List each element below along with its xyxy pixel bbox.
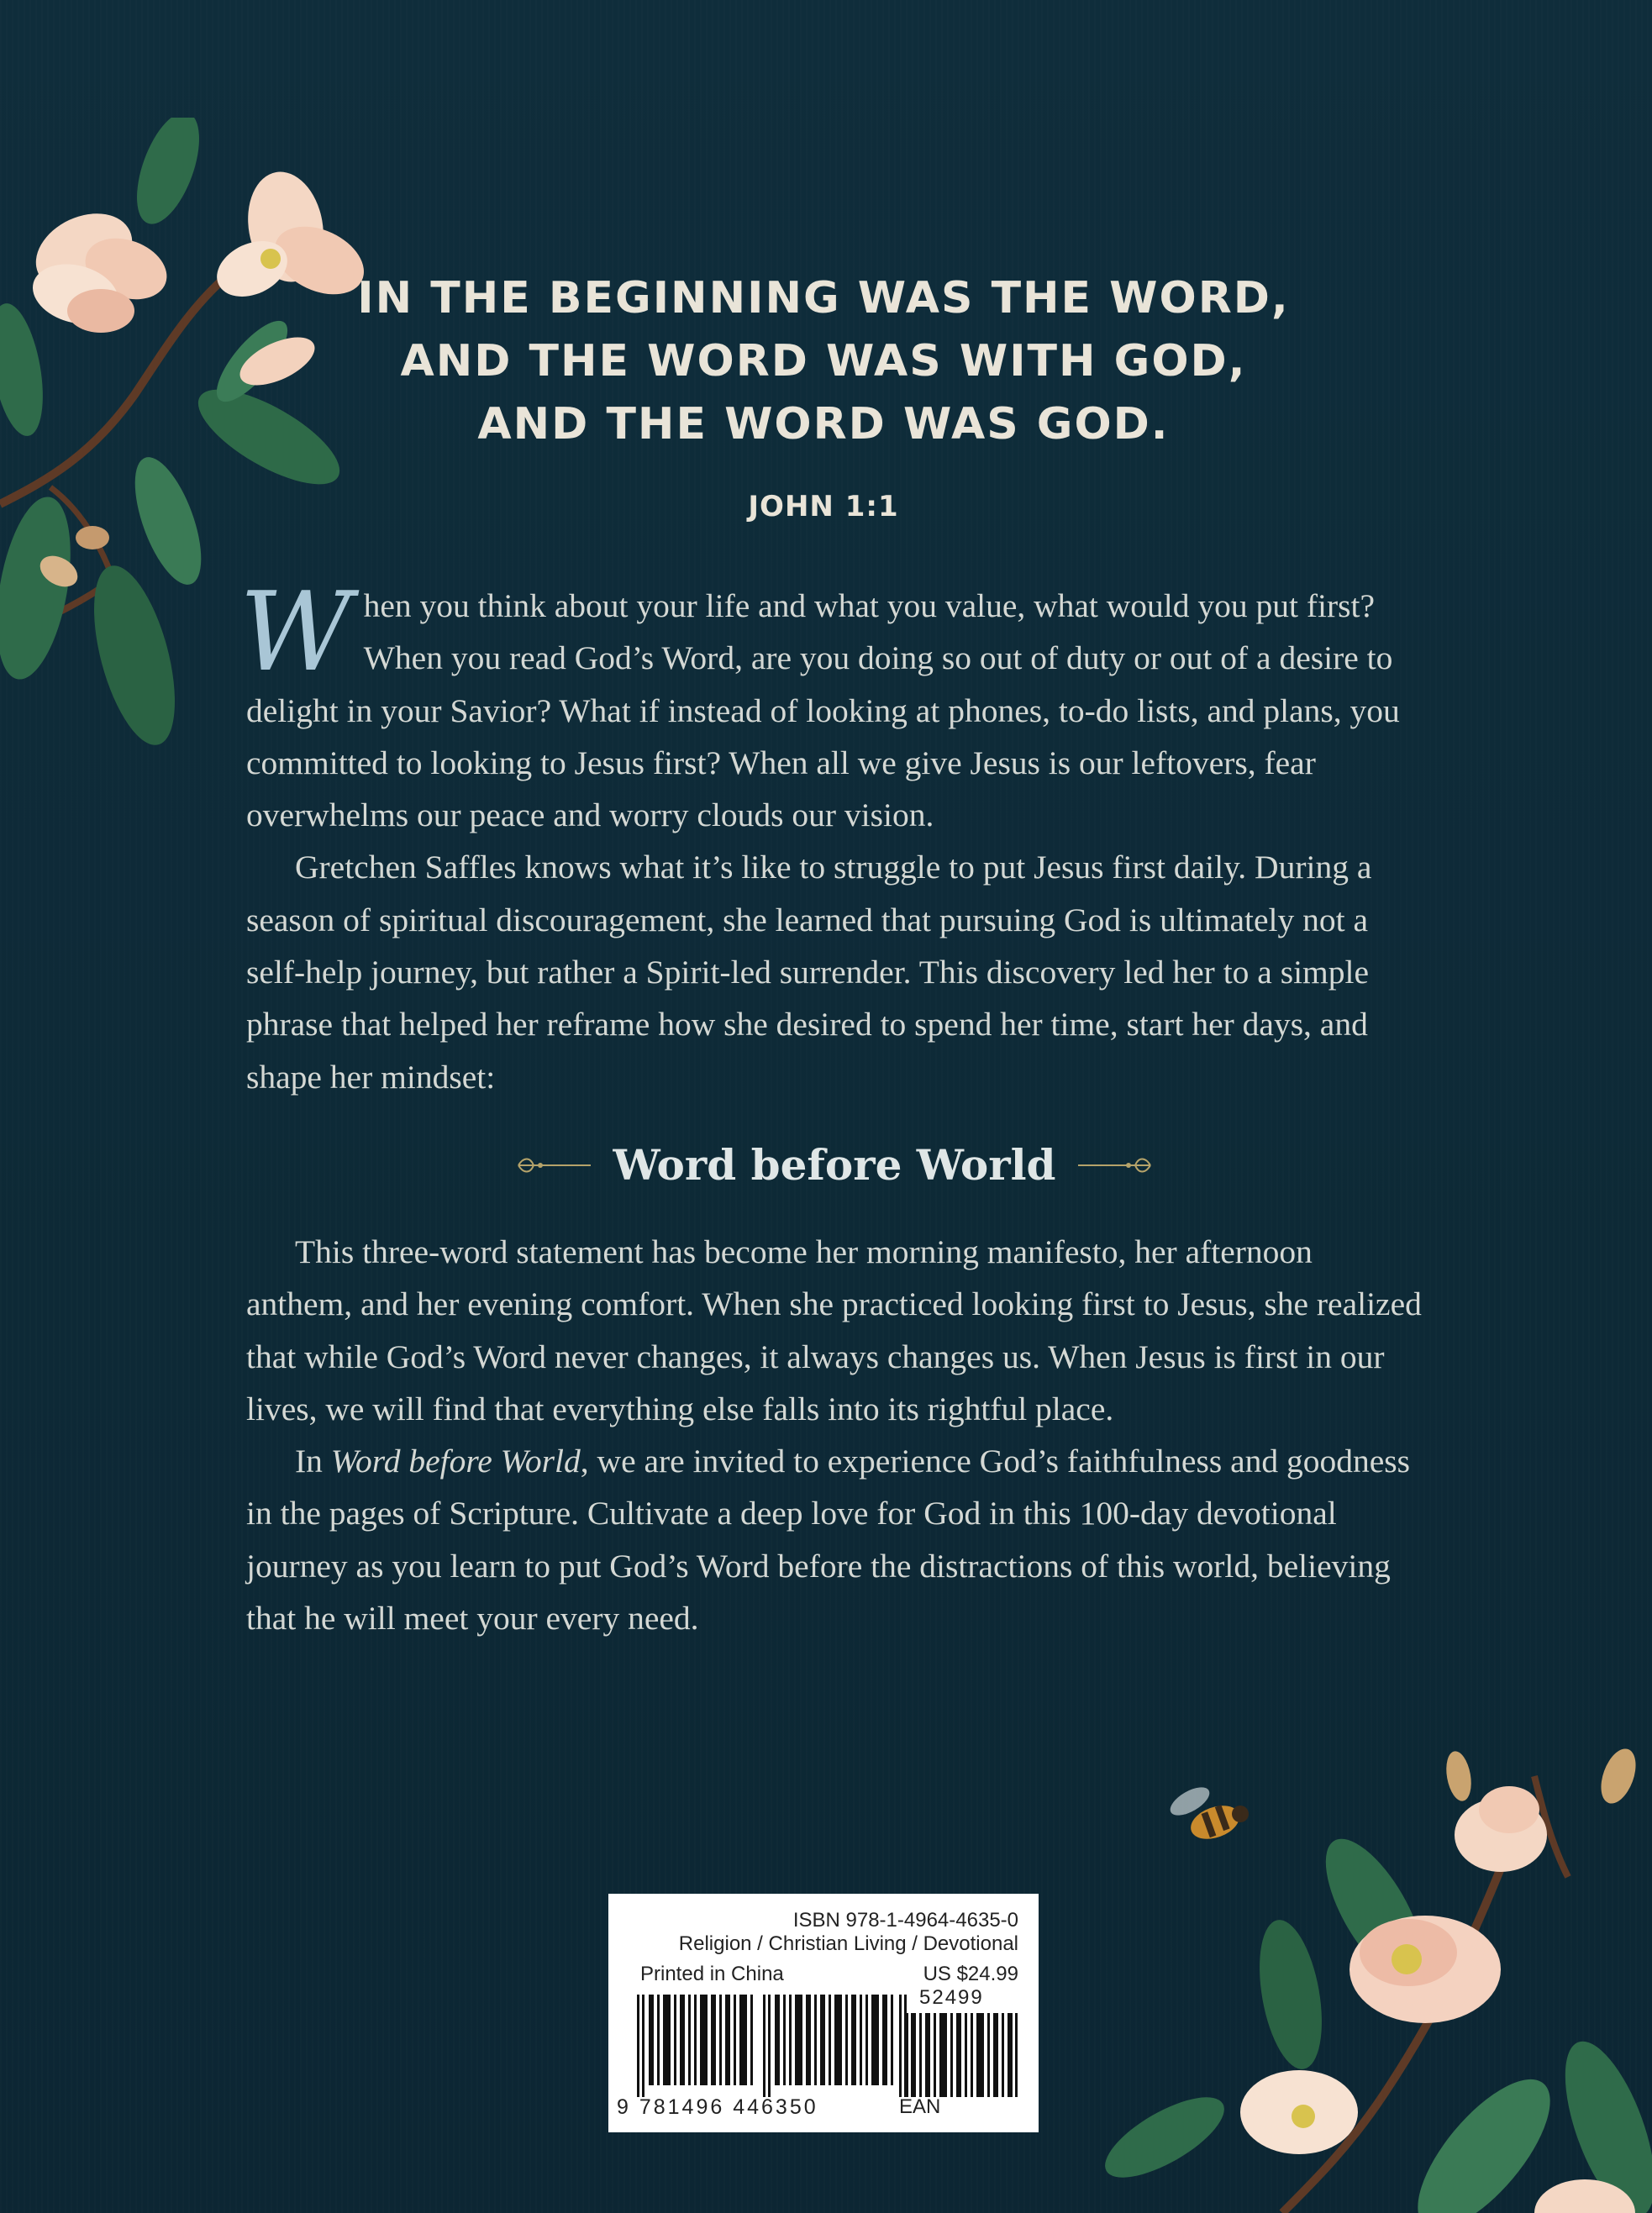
book-category: Religion / Christian Living / Devotional: [678, 1932, 1018, 1955]
magnolia-flower: [1455, 1786, 1547, 1872]
barcode-price-addon: [906, 2013, 1018, 2097]
drop-cap: W: [239, 568, 352, 696]
paragraph-text: hen you think about your life and what you value, what would you put first? When you read God’s Word, are you doing so out of duty or out of a desire to delight in your Savior? What if instead of looking at phones, to-do lists, and plans, you committed to looking to Jesus first? When all we give Jesus is our leftovers, fear overwhelms our peace and worry clouds our vision.: [246, 587, 1400, 834]
verse-line: AND THE WORD WAS WITH GOD,: [400, 336, 1247, 386]
magnolia-flower: [1349, 1916, 1501, 2023]
verse-line: AND THE WORD WAS GOD.: [477, 399, 1170, 449]
barcode-ean-13: [637, 1995, 908, 2097]
printed-location: Printed in China: [640, 1963, 784, 1985]
magnolia-branch-bottom-right: [1013, 1743, 1652, 2213]
featured-title: [246, 1123, 1423, 1207]
description-paragraph: [246, 1435, 1423, 1644]
isbn-barcode-label: [608, 1894, 1039, 2132]
flourish-left-icon: [512, 1149, 594, 1182]
isbn-number: ISBN 978-1-4964-4635-0: [792, 1909, 1018, 1932]
paragraph-text: In: [295, 1443, 331, 1480]
verse-line: IN THE BEGINNING WAS THE WORD,: [357, 273, 1290, 323]
featured-title-text: Word before World: [613, 1139, 1056, 1190]
paragraph-text: , we are invited to experience God’s faithfulness and goodness in the pages of Scripture. Cultivate a deep love for God in this 100-day devotional journey as you learn to put God’s Word before the distractions of this world, believing that he will meet your every need.: [246, 1443, 1411, 1637]
price: US $24.99: [923, 1963, 1018, 1985]
description-paragraph: This three-word statement has become her morning manifesto, her afternoon anthem, and her evening comfort. When she practiced looking first to Jesus, she realized that while God’s Word never changes, it always changes us. When Jesus is first in our lives, we will find that everything else falls into its rightful place.: [246, 1233, 1422, 1427]
book-description: [239, 568, 1423, 1644]
scripture-verse: [319, 267, 1328, 523]
book-title-italic: Word before World: [330, 1443, 581, 1480]
magnolia-flower: [1240, 2070, 1358, 2154]
verse-reference: JOHN 1:1: [748, 490, 899, 523]
flourish-right-icon: [1075, 1149, 1157, 1182]
price-code: 52499: [919, 1986, 984, 2009]
bee-icon: [1165, 1782, 1249, 1846]
ean-label: EAN: [899, 2095, 941, 2118]
description-paragraph: Gretchen Saffles knows what it’s like to struggle to put Jesus first daily. During a season of spiritual discouragement, she learned that pursuing God is ultimately not a self-help journey, but rather a Spirit-led surrender. This discovery led her to a simple phrase that helped her reframe how she desired to spend her time, start her days, and shape her mindset:: [246, 849, 1372, 1096]
description-paragraph: [239, 568, 1423, 841]
barcode-digits: 9 781496 446350: [617, 2095, 818, 2119]
